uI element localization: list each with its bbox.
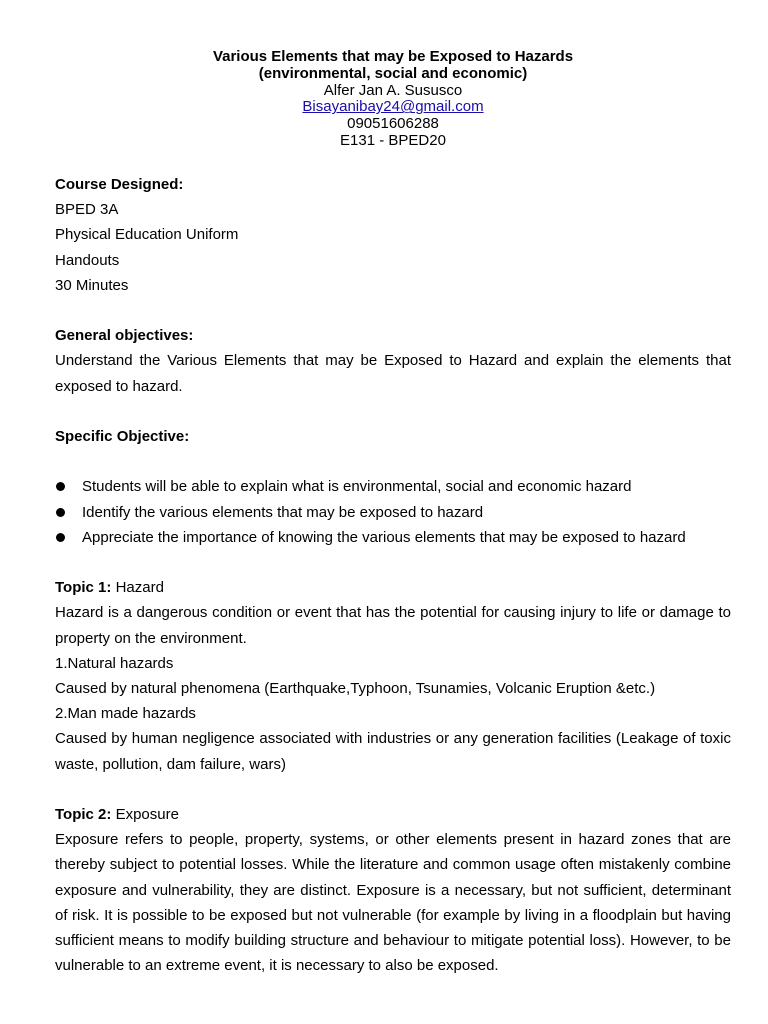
course-item: BPED 3A [55,201,119,219]
course-item: Physical Education Uniform [55,226,239,244]
title-line-1: Various Elements that may be Exposed to Hazards [212,48,574,65]
author-name: Alfer Jan A. Sususco [323,81,463,99]
natural-hazards-text: Caused by natural phenomena (Earthquake,Typhoon, Tsunamies, Volcanic Eruption &etc.) [55,680,656,697]
topic-1-label: Topic 1: [55,579,112,597]
course-item: Handouts [55,251,120,269]
topic-2-heading [55,802,731,827]
specific-objective-list [55,474,731,550]
man-made-hazards-text: Caused by human negligence associated with industries or any generation facilities (Leakage of toxic waste, pollution, dam failure, wars) [55,730,731,773]
list-item: Identify the various elements that may be exposed to hazard [55,500,731,525]
man-made-hazards-title: 2.Man made hazards [55,705,196,723]
list-item: Students will be able to explain what is environmental, social and economic hazard [55,474,731,499]
phone-number: 09051606288 [347,115,439,133]
title-line-2: (environmental, social and economic) [258,64,528,82]
topic-1-definition: Hazard is a dangerous condition or event that has the potential for causing injury to life or damage to property on the environment. [55,604,731,647]
specific-objective-heading: Specific Objective: [55,428,190,445]
topic-1-heading [55,575,731,600]
general-objectives-text: Understand the Various Elements that may be Exposed to Hazard and explain the elements that exposed to hazard. [55,352,731,395]
bullet-icon [56,533,65,542]
email-link[interactable]: Bisayanibay24@gmail.com [302,98,484,116]
topic-2-text: Exposure refers to people, property, systems, or other elements present in hazard zones that are thereby subject to potential losses. While the literature and common usage often mistakenly combine exposure and vulnerability, they are distinct. Exposure is a necessary, but not sufficient, determinant of risk. It is possible to be exposed but not vulnerable (for example by living in a floodplain but having sufficient means to modify building structure and behaviour to mitigate potential loss). However, to be vulnerable to an extreme event, it is necessary to also be exposed. [55,831,731,975]
document-header [0,49,768,150]
course-item: 30 Minutes [55,276,129,294]
bullet-icon [56,508,65,517]
natural-hazards-title: 1.Natural hazards [55,654,174,672]
bullet-icon [56,482,65,491]
course-heading: Course Designed: [55,176,184,193]
course-code: E131 - BPED20 [340,131,446,149]
document-body [55,172,731,978]
topic-1-name: Hazard [115,579,164,597]
general-objectives-heading: General objectives: [55,327,194,345]
topic-2-name: Exposure [115,806,179,823]
topic-2-label: Topic 2: [55,806,112,823]
list-item: Appreciate the importance of knowing the various elements that may be exposed to hazard [55,525,731,550]
